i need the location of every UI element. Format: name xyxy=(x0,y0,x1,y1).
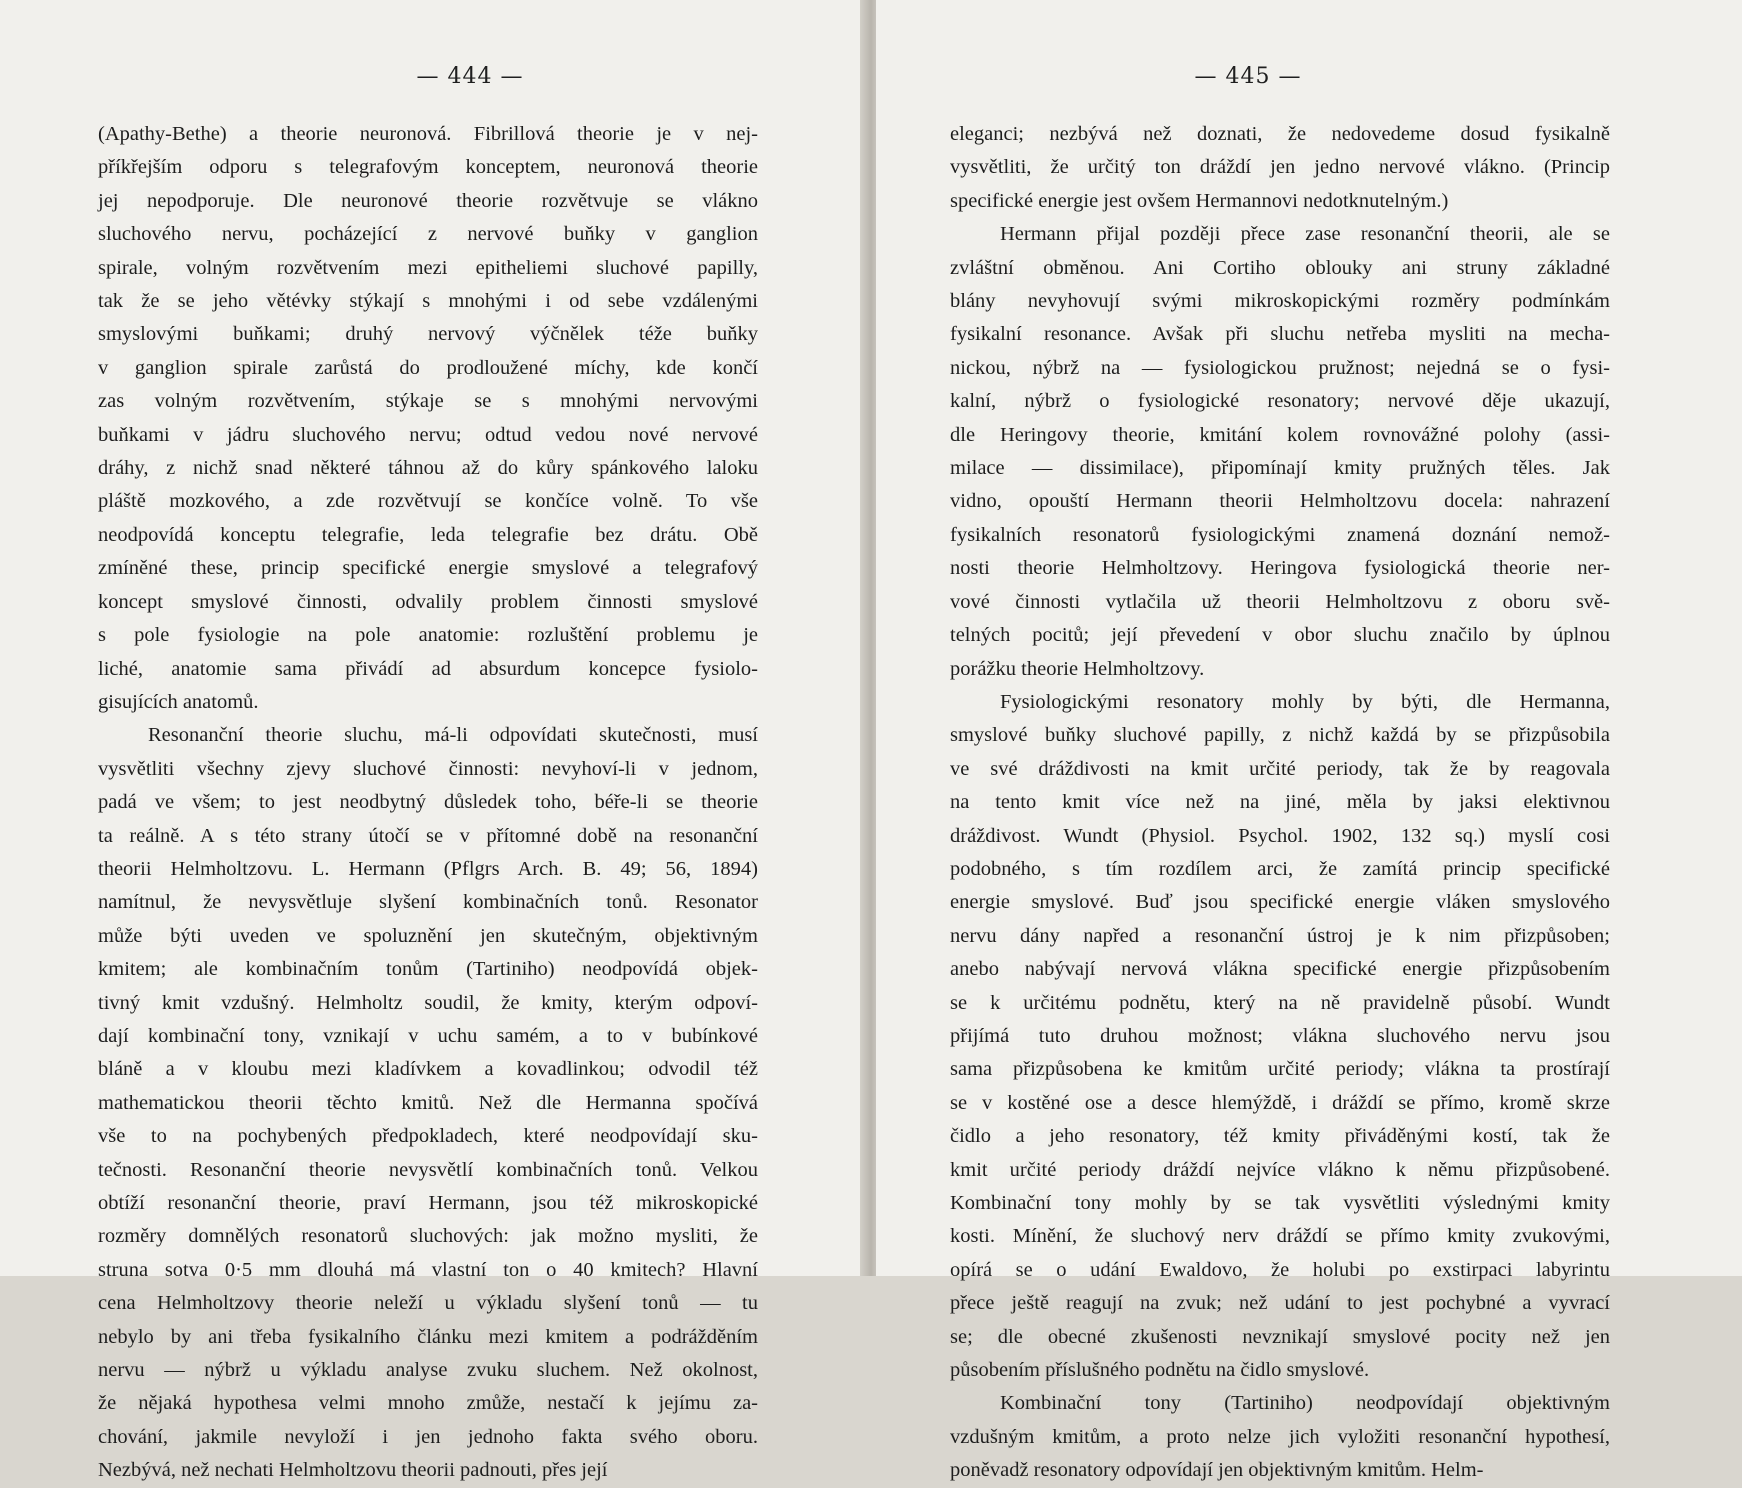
text-line: koncept smyslové činnosti, odvalily problem činnosti smyslové xyxy=(98,590,758,613)
text-line: eleganci; nezbývá než doznati, že nedovedeme dosud fysikalně xyxy=(950,123,1610,145)
text-line: sluchového nervu, pocházející z nervové buňky v ganglion xyxy=(98,223,758,246)
text-line: Kombinační tony (Tartiniho) neodpovídají objektivným xyxy=(1000,1392,1610,1415)
text-line: rozměry domnělých resonatorů sluchových: jak možno mysliti, že xyxy=(98,1225,758,1248)
text-line: že nějaká hypothesa velmi mnoho zmůže, nestačí k jejímu za- xyxy=(98,1392,758,1415)
text-line: vzdušným kmitům, a proto nelze jich vyložiti resonanční hypothesí, xyxy=(950,1425,1610,1448)
text-line: kosti. Mínění, že sluchový nerv dráždí se přímo kmity zvukovými, xyxy=(950,1225,1610,1248)
text-line: přece ještě reagují na zvuk; než udání to jest pochybné a vyvrací xyxy=(950,1292,1610,1315)
text-line: zmíněné these, princip specifické energie smyslové a telegrafový xyxy=(98,557,758,580)
text-line: porážku theorie Helmholtzovy. xyxy=(950,657,1205,680)
text-line: se k určitému podnětu, který na ně pravidelně působí. Wundt xyxy=(950,991,1610,1014)
text-line: v ganglion spirale zarůstá do prodloužené míchy, kde končí xyxy=(98,356,758,379)
text-line: Hermann přijal později přece zase resonanční theorii, ale se xyxy=(1000,223,1610,246)
text-line: vše to na pochybených předpokladech, které neodpovídají sku- xyxy=(98,1125,758,1148)
text-line: pláště mozkového, a zde rozvětvují se končíce volně. To vše xyxy=(98,490,758,513)
text-line: se; dle obecné zkušenosti nevznikají smyslové pocity než jen xyxy=(950,1325,1610,1348)
text-line: poněvadž resonatory odpovídají jen objektivným kmitům. Helm- xyxy=(950,1459,1484,1482)
text-line: spirale, volným rozvětvením mezi epitheliemi sluchové papilly, xyxy=(98,256,758,279)
text-line: fysikalních resonatorů fysiologickými znamená doznání nemož- xyxy=(950,523,1610,546)
text-line: smyslové buňky sluchové papilly, z nichž každá by se přizpůsobila xyxy=(950,724,1610,747)
text-line: nosti theorie Helmholtzovy. Heringova fysiologická theorie ner- xyxy=(950,557,1610,580)
text-line: dráždivost. Wundt (Physiol. Psychol. 1902, 132 sq.) myslí cosi xyxy=(950,824,1610,847)
text-line: energie smyslové. Buď jsou specifické energie vláken smyslového xyxy=(950,891,1610,914)
text-line: na tento kmit více než na jiné, měla by jaksi elektivnou xyxy=(950,791,1610,814)
text-line: theorii Helmholtzovu. L. Hermann (Pflgrs Arch. B. 49; 56, 1894) xyxy=(98,857,758,880)
text-line: může býti uveden ve spoluznění jen skutečným, objektivným xyxy=(98,924,758,947)
text-line: (Apathy-Bethe) a theorie neuronová. Fibrillová theorie je v nej- xyxy=(98,123,758,145)
text-line: vové činnosti vytlačila už theorii Helmholtzovu z oboru svě- xyxy=(950,590,1610,613)
text-line: kmitem; ale kombinačním tonům (Tartiniho) neodpovídá objek- xyxy=(98,958,758,981)
text-line: ta reálně. A s této strany útočí se v přítomné době na resonanční xyxy=(98,824,758,847)
text-line: nervu — nýbrž u výkladu analyse zvuku sluchem. Než okolnost, xyxy=(98,1359,758,1382)
text-line: vysvětliti, že určitý ton dráždí jen jedno nervové vlákno. (Princip xyxy=(950,156,1610,179)
text-line: zas volným rozvětvením, stýkaje se s mnohými nervovými xyxy=(98,390,758,413)
page-number: — 445 — xyxy=(1194,64,1302,89)
text-line: nickou, nýbrž na — fysiologickou pružnost; nejedná se o fysi- xyxy=(950,356,1610,379)
text-line: padá ve všem; to jest neodbytný důsledek toho, béře-li se theorie xyxy=(98,791,758,814)
text-line: milace — dissimilace), připomínají kmity pružných těles. Jak xyxy=(950,457,1610,480)
text-line: zvláštní obměnou. Ani Cortiho oblouky ani struny základné xyxy=(950,256,1610,279)
text-line: dají kombinační tony, vznikají v uchu samém, a to v bubínkové xyxy=(98,1024,758,1047)
text-line: jej nepodporuje. Dle neuronové theorie rozvětvuje se vlákno xyxy=(98,189,758,212)
text-line: se v kostěné ose a desce hlemýždě, i dráždí se přímo, kromě skrze xyxy=(950,1091,1610,1114)
text-line: blány nevyhovují svými mikroskopickými rozměry podmínkám xyxy=(950,290,1610,313)
left-page xyxy=(0,0,866,1482)
text-line: ve své dráždivosti na kmit určité periody, tak že by reagovala xyxy=(950,757,1610,780)
text-line: čidlo a jeho resonatory, též kmity přiváděnými kostí, tak že xyxy=(950,1125,1610,1148)
text-line: vidno, opouští Hermann theorii Helmholtzovu docela: nahrazení xyxy=(950,490,1610,513)
text-line: bláně a v kloubu mezi kladívkem a kovadlinkou; odvodil též xyxy=(98,1058,758,1081)
text-line: anebo nabývají nervová vlákna specifické energie přizpůsobením xyxy=(950,958,1610,981)
text-line: namítnul, že nevysvětluje slyšení kombinačních tonů. Resonator xyxy=(98,891,758,914)
text-line: působením příslušného podnětu na čidlo smyslové. xyxy=(950,1359,1370,1382)
text-line: kmit určité periody dráždí nejvíce vlákno k němu přizpůsobené. xyxy=(950,1158,1610,1181)
page-text xyxy=(98,118,758,1488)
page-number: — 444 — xyxy=(416,64,524,89)
text-line: smyslovými buňkami; druhý nervový výčnělek téže buňky xyxy=(98,323,758,346)
text-line: fysikalní resonance. Avšak při sluchu netřeba mysliti na mecha- xyxy=(950,323,1610,346)
text-line: gisujících anatomů. xyxy=(98,690,259,713)
text-line: Nezbývá, než nechati Helmholtzovu theorii padnouti, přes její xyxy=(98,1459,608,1482)
text-line: mathematickou theorii těchto kmitů. Než dle Hermanna spočívá xyxy=(98,1091,758,1114)
text-line: buňkami v jádru sluchového nervu; odtud vedou nové nervové xyxy=(98,423,758,446)
text-line: Kombinační tony mohly by se tak vysvětliti výslednými kmity xyxy=(950,1192,1610,1214)
text-line: obtíží resonanční theorie, praví Hermann, jsou též mikroskopické xyxy=(98,1192,758,1214)
text-line: specifické energie jest ovšem Hermannovi nedotknutelným.) xyxy=(950,189,1449,212)
text-line: přijímá tuto druhou možnost; vlákna sluchového nervu jsou xyxy=(950,1024,1610,1047)
text-line: příkřejším odporu s telegrafovým konceptem, neuronová theorie xyxy=(98,156,758,179)
text-line: opírá se o udání Ewaldovo, že holubi po exstirpaci labyrintu xyxy=(950,1258,1610,1281)
text-line: struna sotva 0·5 mm dlouhá má vlastní ton o 40 kmitech? Hlavní xyxy=(98,1258,758,1281)
text-line: neodpovídá konceptu telegrafie, leda telegrafie bez drátu. Obě xyxy=(98,523,758,546)
text-line: cena Helmholtzovy theorie neleží u výkladu slyšení tonů — tu xyxy=(98,1292,758,1315)
text-line: dle Heringovy theorie, kmitání kolem rovnovážné polohy (assi- xyxy=(950,423,1610,446)
text-line: Resonanční theorie sluchu, má-li odpovídati skutečnosti, musí xyxy=(148,724,758,747)
text-line: tečnosti. Resonanční theorie nevysvětlí kombinačních tonů. Velkou xyxy=(98,1158,758,1181)
text-line: Fysiologickými resonatory mohly by býti, dle Hermanna, xyxy=(1000,690,1610,713)
text-line: nervu dány napřed a resonanční ústroj je k nim přizpůsoben; xyxy=(950,924,1610,947)
text-line: chování, jakmile nevyloží i jen jednoho fakta svého oboru. xyxy=(98,1425,758,1448)
text-line: tivný kmit vzdušný. Helmholtz soudil, že kmity, kterým odpoví- xyxy=(98,991,758,1014)
text-line: sama přizpůsobena ke kmitům určité periody; vlákna ta prostírají xyxy=(950,1058,1610,1081)
text-line: liché, anatomie sama přivádí ad absurdum koncepce fysiolo- xyxy=(98,657,758,680)
text-line: telných pocitů; její převedení v obor sluchu značilo by úplnou xyxy=(950,624,1610,647)
text-line: podobného, s tím rozdílem arci, že zamítá princip specifické xyxy=(950,857,1610,880)
text-line: s pole fysiologie na pole anatomie: rozluštění problemu je xyxy=(98,624,758,647)
text-line: dráhy, z nichž snad některé táhnou až do kůry spánkového laloku xyxy=(98,457,758,480)
text-line: tak že se jeho větévky stýkají s mnohými i od sebe vzdálenými xyxy=(98,290,758,313)
text-line: nebylo by ani třeba fysikalního článku mezi kmitem a podrážděním xyxy=(98,1325,758,1348)
right-page xyxy=(876,0,1742,1482)
text-line: kalní, nýbrž o fysiologické resonatory; nervové děje ukazují, xyxy=(950,390,1610,413)
text-line: vysvětliti všechny zjevy sluchové činnosti: nevyhoví-li v jednom, xyxy=(98,757,758,780)
page-text xyxy=(950,118,1610,1488)
